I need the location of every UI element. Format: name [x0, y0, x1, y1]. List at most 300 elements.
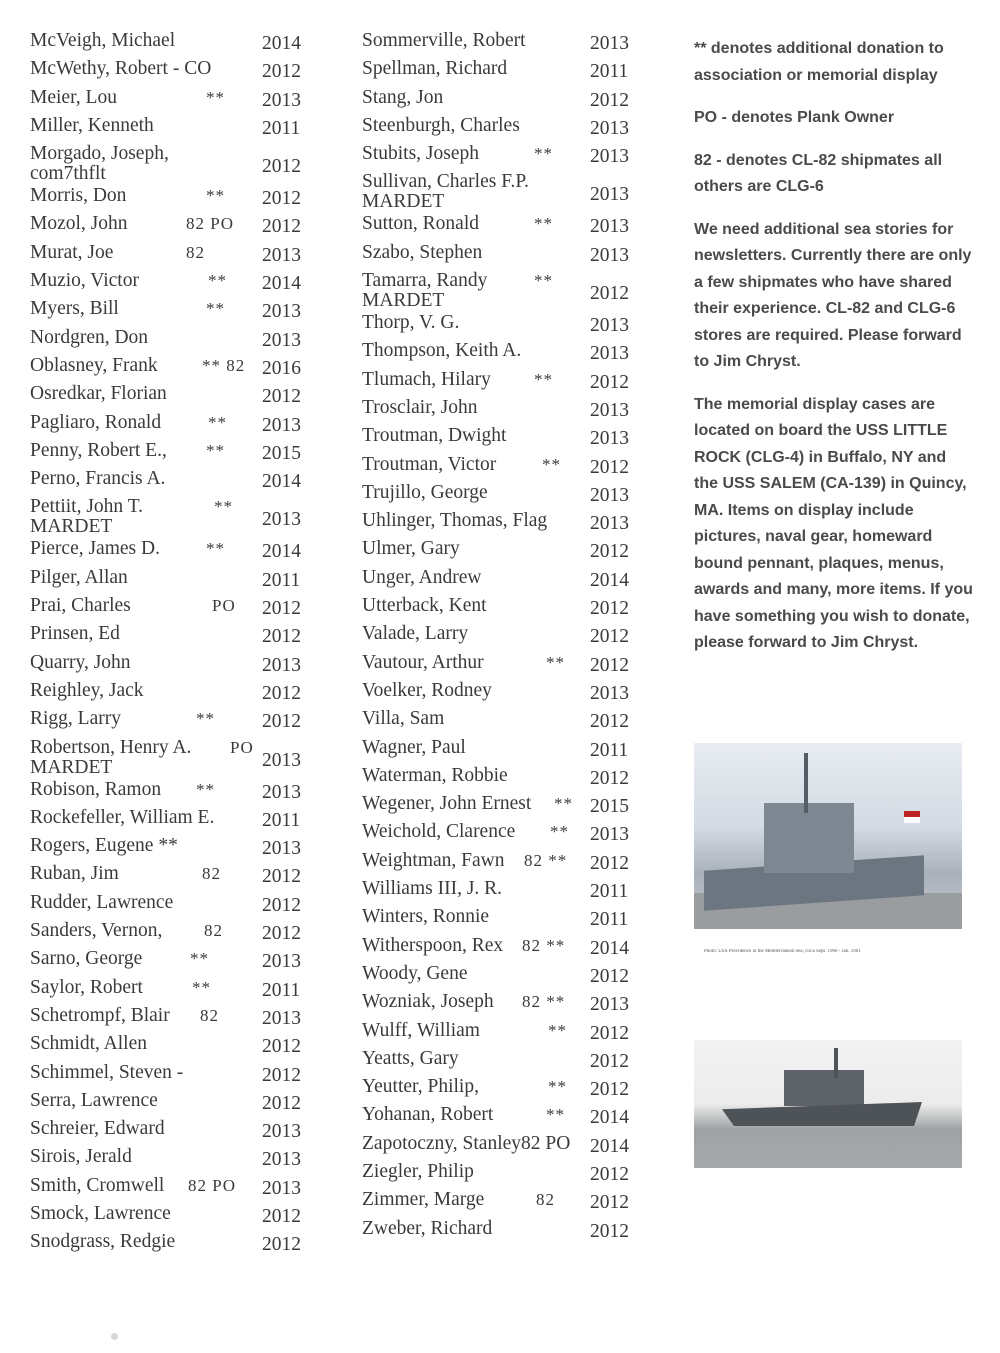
- roster-row: [30, 1118, 320, 1146]
- member-year: 2014: [262, 541, 301, 563]
- roster-row: [30, 1062, 320, 1090]
- member-name: Murat, Joe: [30, 241, 114, 263]
- member-year: 2012: [262, 1092, 301, 1114]
- member-name-continued: com7thflt: [30, 163, 106, 185]
- member-year: 2013: [590, 216, 629, 238]
- member-name: Robertson, Henry A.: [30, 736, 192, 758]
- roster-row: [30, 143, 320, 185]
- member-year: 2012: [590, 1022, 629, 1044]
- roster-row: [362, 1133, 642, 1161]
- member-year: 2012: [262, 711, 301, 733]
- roster-row: [362, 1218, 642, 1246]
- roster-row: [362, 425, 642, 453]
- member-name-continued: MARDET: [30, 516, 113, 538]
- roster-row: [30, 115, 320, 143]
- member-name: Trujillo, George: [362, 481, 488, 503]
- member-name: Ziegler, Philip: [362, 1160, 474, 1182]
- member-year: 2013: [262, 749, 301, 771]
- member-year: 2011: [590, 909, 629, 931]
- member-year: 2014: [590, 1135, 629, 1157]
- member-year: 2013: [590, 343, 629, 365]
- member-year: 2012: [590, 1192, 629, 1214]
- note-sea-stories: We need additional sea stories for newsletters. Currently there are only a few shipmates who have shared their experience. CL-82 and CLG-6 stores are required. Please forward to Jim Chryst.: [694, 220, 972, 370]
- roster-row: [30, 567, 320, 595]
- member-name: Yeatts, Gary: [362, 1047, 459, 1069]
- member-name: Ruban, Jim: [30, 863, 119, 885]
- member-year: 2013: [262, 509, 301, 531]
- member-year: 2013: [262, 301, 301, 323]
- member-name: Ulmer, Gary: [362, 538, 460, 560]
- member-year: 2012: [590, 1079, 629, 1101]
- member-name: Schmidt, Allen: [30, 1033, 147, 1055]
- member-year: 2011: [262, 979, 301, 1001]
- member-year: 2013: [262, 1121, 301, 1143]
- member-year: 2011: [590, 739, 629, 761]
- member-year: 2016: [262, 357, 301, 379]
- member-year: 2012: [262, 386, 301, 408]
- member-name: Smock, Lawrence: [30, 1202, 171, 1224]
- member-year: 2012: [590, 598, 629, 620]
- roster-row: [30, 383, 320, 411]
- member-year: 2013: [590, 184, 629, 206]
- flag-icon: [904, 811, 920, 823]
- member-year: 2014: [262, 471, 301, 493]
- roster-row: [30, 30, 320, 58]
- member-name: Prai, Charles: [30, 595, 131, 617]
- member-designation: **: [214, 497, 233, 517]
- member-designation: **: [534, 144, 553, 164]
- roster-row: [362, 510, 642, 538]
- roster-row: [30, 863, 320, 891]
- member-designation: 82 PO: [186, 214, 234, 234]
- member-designation: **: [206, 299, 225, 319]
- member-name: Pagliaro, Ronald: [30, 411, 162, 433]
- member-name: Smith, Cromwell: [30, 1174, 165, 1196]
- member-year: 2012: [262, 1064, 301, 1086]
- ship-photo-pier: [694, 743, 962, 929]
- member-year: 2012: [590, 456, 629, 478]
- roster-row: [30, 327, 320, 355]
- roster-row: [362, 1020, 642, 1048]
- member-year: 2013: [262, 951, 301, 973]
- member-name: Oblasney, Frank: [30, 354, 158, 376]
- roster-row: [362, 87, 642, 115]
- roster-row: [30, 58, 320, 86]
- member-name: Uhlinger, Thomas, Flag: [362, 510, 548, 532]
- roster-row: [362, 213, 642, 241]
- member-name: Quarry, John: [30, 651, 131, 673]
- roster-row: [362, 595, 642, 623]
- member-year: 2012: [262, 188, 301, 210]
- roster-row: [30, 977, 320, 1005]
- member-name: Saylor, Robert: [30, 976, 143, 998]
- member-year: 2012: [262, 894, 301, 916]
- roster-row: [362, 1104, 642, 1132]
- roster-row: [30, 468, 320, 496]
- member-name: Waterman, Robbie: [362, 764, 508, 786]
- member-name: Wulff, William: [362, 1019, 480, 1041]
- member-name: Miller, Kenneth: [30, 114, 154, 136]
- member-year: 2012: [262, 923, 301, 945]
- roster-column-left: [30, 30, 320, 1260]
- roster-row: [30, 680, 320, 708]
- member-name: Mozol, John: [30, 213, 128, 235]
- member-name: Snodgrass, Redgie: [30, 1231, 176, 1253]
- member-year: 2013: [590, 117, 629, 139]
- roster-row: [30, 355, 320, 383]
- ship-mast-shape: [834, 1048, 838, 1078]
- member-designation: **: [550, 822, 569, 842]
- member-name: Witherspoon, Rex: [362, 934, 504, 956]
- member-name: Pilger, Allan: [30, 566, 128, 588]
- roster-row: [362, 270, 642, 312]
- member-designation: **: [206, 87, 225, 107]
- member-designation: 82: [186, 242, 205, 262]
- member-name: Sullivan, Charles F.P.: [362, 171, 529, 193]
- roster-row: [30, 807, 320, 835]
- roster-row: [30, 835, 320, 863]
- roster-row: [30, 440, 320, 468]
- roster-row: [30, 213, 320, 241]
- member-designation: **: [196, 779, 215, 799]
- member-year: 2013: [590, 146, 629, 168]
- member-name: Sanders, Vernon,: [30, 920, 163, 942]
- roster-row: [362, 1076, 642, 1104]
- member-name: Reighley, Jack: [30, 679, 144, 701]
- member-name: Osredkar, Florian: [30, 383, 167, 405]
- member-year: 2011: [262, 569, 301, 591]
- member-designation: **: [534, 214, 553, 234]
- member-year: 2013: [262, 1177, 301, 1199]
- member-year: 2013: [262, 1149, 301, 1171]
- member-year: 2013: [262, 414, 301, 436]
- member-name: Unger, Andrew: [362, 566, 482, 588]
- member-year: 2013: [262, 329, 301, 351]
- roster-row: [30, 595, 320, 623]
- member-name: Zapotoczny, Stanley82 PO: [362, 1132, 571, 1154]
- member-designation: **: [542, 454, 561, 474]
- member-designation: 82: [204, 921, 223, 941]
- member-year: 2014: [262, 273, 301, 295]
- member-year: 2012: [262, 156, 301, 178]
- member-name-continued: MARDET: [30, 756, 113, 778]
- member-year: 2015: [590, 796, 629, 818]
- member-name: Zimmer, Marge: [362, 1189, 485, 1211]
- member-name: Stang, Jon: [362, 86, 444, 108]
- roster-row: [30, 1203, 320, 1231]
- member-designation: 82: [202, 864, 221, 884]
- member-name: Serra, Lawrence: [30, 1089, 158, 1111]
- member-name: Prinsen, Ed: [30, 623, 120, 645]
- member-year: 2011: [262, 117, 301, 139]
- member-year: 2012: [590, 1050, 629, 1072]
- ship-superstructure-shape: [764, 803, 854, 873]
- member-name: Wozniak, Joseph: [362, 991, 494, 1013]
- member-year: 2013: [590, 315, 629, 337]
- member-name: Perno, Francis A.: [30, 468, 166, 490]
- member-name: Rudder, Lawrence: [30, 891, 174, 913]
- member-name: Sarno, George: [30, 948, 143, 970]
- member-name: Nordgren, Don: [30, 326, 149, 348]
- member-year: 2013: [262, 654, 301, 676]
- member-name: Morris, Don: [30, 185, 127, 207]
- member-designation: 82: [536, 1190, 555, 1210]
- roster-row: [30, 948, 320, 976]
- roster-row: [362, 115, 642, 143]
- member-year: 2014: [590, 937, 629, 959]
- member-designation: 82 **: [524, 850, 568, 870]
- member-year: 2015: [262, 442, 301, 464]
- member-name: Sommerville, Robert: [362, 30, 526, 51]
- member-name: Pettiit, John T.: [30, 496, 144, 518]
- roster-row: [30, 920, 320, 948]
- roster-row: [30, 892, 320, 920]
- member-year: 2012: [590, 711, 629, 733]
- member-designation: **: [206, 539, 225, 559]
- member-year: 2013: [590, 484, 629, 506]
- member-name-continued: MARDET: [362, 290, 445, 312]
- member-year: 2014: [590, 1107, 629, 1129]
- member-year: 2012: [590, 852, 629, 874]
- roster-row: [30, 185, 320, 213]
- roster-row: [362, 171, 642, 213]
- roster-row: [362, 935, 642, 963]
- member-year: 2013: [590, 428, 629, 450]
- roster-row: [30, 412, 320, 440]
- member-name: Muzio, Victor: [30, 270, 139, 292]
- member-year: 2012: [262, 1036, 301, 1058]
- member-designation: 82 **: [522, 992, 566, 1012]
- roster-row: [362, 906, 642, 934]
- member-name: Woody, Gene: [362, 962, 468, 984]
- note-memorial-display: The memorial display cases are located on board the USS LITTLE ROCK (CLG-4) in Buffalo, NY and the USS SALEM (CA-139) in Quincy, MA. Items on display include pictures, naval gear, homeward bound pennant, plaques, menus, awards and many, more items. If you have something you wish to donate, please forward to Jim Chryst.: [694, 395, 973, 651]
- member-name: Troutman, Victor: [362, 453, 497, 475]
- member-designation: 82 **: [522, 935, 566, 955]
- member-name: McVeigh, Michael: [30, 30, 176, 51]
- member-name: Sutton, Ronald: [362, 213, 480, 235]
- member-name: McWethy, Robert - CO: [30, 58, 212, 80]
- photo-caption: Photo: USS Providence in the Mediterranean Sea, circa Sept. 1960 - Jan. 1961: [704, 949, 861, 954]
- roster-row: [362, 991, 642, 1019]
- member-designation: **: [208, 412, 227, 432]
- member-year: 2013: [590, 513, 629, 535]
- roster-row: [362, 58, 642, 86]
- member-year: 2013: [590, 33, 629, 54]
- member-designation: **: [190, 949, 209, 969]
- member-name: Trosclair, John: [362, 396, 478, 418]
- member-year: 2013: [590, 682, 629, 704]
- member-name: Rigg, Larry: [30, 708, 121, 730]
- member-year: 2012: [590, 767, 629, 789]
- member-designation: **: [548, 1077, 567, 1097]
- ship-mast-shape: [804, 753, 808, 813]
- scan-speck: [111, 1333, 118, 1340]
- roster-row: [362, 340, 642, 368]
- member-year: 2011: [590, 61, 629, 83]
- roster-column-middle: [362, 30, 642, 1246]
- roster-row: [30, 1090, 320, 1118]
- roster-row: [362, 242, 642, 270]
- roster-row: [362, 878, 642, 906]
- member-name: Morgado, Joseph,: [30, 143, 169, 165]
- member-name: Schetrompf, Blair: [30, 1004, 170, 1026]
- roster-row: [362, 312, 642, 340]
- member-name: Utterback, Kent: [362, 595, 487, 617]
- member-name: Tlumach, Hilary: [362, 368, 491, 390]
- roster-row: [362, 538, 642, 566]
- member-name: Tamarra, Randy: [362, 270, 488, 292]
- member-designation: PO: [230, 737, 254, 757]
- member-name: Yeutter, Philip,: [362, 1076, 479, 1098]
- member-name: Pierce, James D.: [30, 538, 160, 560]
- member-name: Schimmel, Steven -: [30, 1061, 184, 1083]
- member-designation: **: [206, 186, 225, 206]
- roster-row: [30, 623, 320, 651]
- member-year: 2012: [262, 626, 301, 648]
- member-name: Weichold, Clarence: [362, 821, 516, 843]
- note-donation: ** denotes additional donation to association or memorial display: [694, 40, 944, 84]
- member-year: 2014: [590, 569, 629, 591]
- roster-row: [362, 369, 642, 397]
- member-name: Schreier, Edward: [30, 1118, 165, 1140]
- member-name: Vautour, Arthur: [362, 651, 484, 673]
- roster-row: [30, 87, 320, 115]
- member-year: 2012: [590, 371, 629, 393]
- roster-row: [30, 496, 320, 538]
- member-year: 2011: [590, 881, 629, 903]
- roster-row: [362, 1189, 642, 1217]
- member-name: Thompson, Keith A.: [362, 340, 522, 362]
- member-name: Weightman, Fawn: [362, 849, 505, 871]
- roster-row: [362, 143, 642, 171]
- roster-row: [362, 454, 642, 482]
- member-year: 2013: [262, 89, 301, 111]
- roster-row: [362, 765, 642, 793]
- member-name: Winters, Ronnie: [362, 906, 490, 928]
- member-designation: **: [192, 977, 211, 997]
- member-year: 2012: [590, 89, 629, 111]
- member-year: 2012: [590, 541, 629, 563]
- member-year: 2013: [590, 399, 629, 421]
- roster-row: [362, 708, 642, 736]
- member-designation: **: [534, 369, 553, 389]
- roster-row: [30, 708, 320, 736]
- roster-row: [30, 1175, 320, 1203]
- member-name: Sirois, Jerald: [30, 1146, 132, 1168]
- roster-row: [30, 298, 320, 326]
- member-name: Myers, Bill: [30, 298, 119, 320]
- ship-photo-sea: [694, 1040, 962, 1168]
- member-name: Rogers, Eugene **: [30, 835, 178, 857]
- member-name: Meier, Lou: [30, 86, 117, 108]
- member-name: Stubits, Joseph: [362, 143, 480, 165]
- member-year: 2012: [262, 1205, 301, 1227]
- member-year: 2012: [590, 283, 629, 305]
- roster-row: [30, 652, 320, 680]
- roster-row: [30, 242, 320, 270]
- roster-row: [362, 567, 642, 595]
- member-year: 2013: [262, 838, 301, 860]
- member-designation: PO: [212, 596, 236, 616]
- member-year: 2012: [262, 216, 301, 238]
- member-year: 2014: [262, 33, 301, 54]
- member-name: Voelker, Rodney: [362, 679, 492, 701]
- member-designation: **: [554, 794, 573, 814]
- member-designation: ** 82: [202, 355, 246, 375]
- roster-row: [362, 623, 642, 651]
- roster-row: [362, 793, 642, 821]
- member-designation: **: [534, 271, 553, 291]
- roster-row: [362, 680, 642, 708]
- roster-row: [362, 737, 642, 765]
- member-designation: **: [546, 652, 565, 672]
- member-year: 2012: [262, 598, 301, 620]
- roster-row: [362, 850, 642, 878]
- member-designation: **: [208, 271, 227, 291]
- roster-row: [362, 963, 642, 991]
- member-name: Spellman, Richard: [362, 58, 508, 80]
- member-designation: **: [206, 440, 225, 460]
- member-name: Villa, Sam: [362, 708, 445, 730]
- roster-row: [30, 737, 320, 779]
- roster-row: [362, 821, 642, 849]
- member-designation: 82 PO: [188, 1175, 236, 1195]
- roster-row: [362, 1048, 642, 1076]
- roster-row: [362, 652, 642, 680]
- member-name: Robison, Ramon: [30, 778, 162, 800]
- member-name: Zweber, Richard: [362, 1217, 493, 1239]
- member-name: Steenburgh, Charles: [362, 114, 520, 136]
- ship-superstructure-shape: [784, 1070, 864, 1106]
- member-year: 2012: [590, 1220, 629, 1242]
- roster-row: [30, 538, 320, 566]
- member-year: 2013: [590, 994, 629, 1016]
- member-name: Wegener, John Ernest: [362, 793, 532, 815]
- roster-row: [362, 482, 642, 510]
- notes-panel: [694, 36, 974, 673]
- member-year: 2012: [262, 61, 301, 83]
- member-name: Rockefeller, William E.: [30, 806, 215, 828]
- member-name: Williams III, J. R.: [362, 878, 503, 900]
- roster-row: [362, 397, 642, 425]
- member-name: Szabo, Stephen: [362, 241, 483, 263]
- member-designation: **: [546, 1105, 565, 1125]
- member-name: Wagner, Paul: [362, 736, 466, 758]
- member-year: 2012: [590, 654, 629, 676]
- member-designation: **: [548, 1020, 567, 1040]
- member-designation: **: [196, 709, 215, 729]
- member-year: 2012: [262, 682, 301, 704]
- roster-row: [30, 1146, 320, 1174]
- member-name: Yohanan, Robert: [362, 1104, 494, 1126]
- member-year: 2013: [262, 781, 301, 803]
- note-cl82: 82 - denotes CL-82 shipmates all others are CLG-6: [694, 151, 943, 195]
- member-year: 2012: [590, 1163, 629, 1185]
- member-year: 2013: [590, 244, 629, 266]
- member-name: Thorp, V. G.: [362, 312, 460, 334]
- member-name: Troutman, Dwight: [362, 425, 507, 447]
- member-year: 2012: [262, 1234, 301, 1256]
- member-year: 2013: [590, 824, 629, 846]
- note-plank-owner: PO - denotes Plank Owner: [694, 109, 895, 126]
- roster-row: [30, 1033, 320, 1061]
- member-year: 2013: [262, 244, 301, 266]
- roster-row: [362, 1161, 642, 1189]
- member-year: 2012: [590, 965, 629, 987]
- member-designation: 82: [200, 1005, 219, 1025]
- member-year: 2012: [590, 626, 629, 648]
- roster-row: [30, 779, 320, 807]
